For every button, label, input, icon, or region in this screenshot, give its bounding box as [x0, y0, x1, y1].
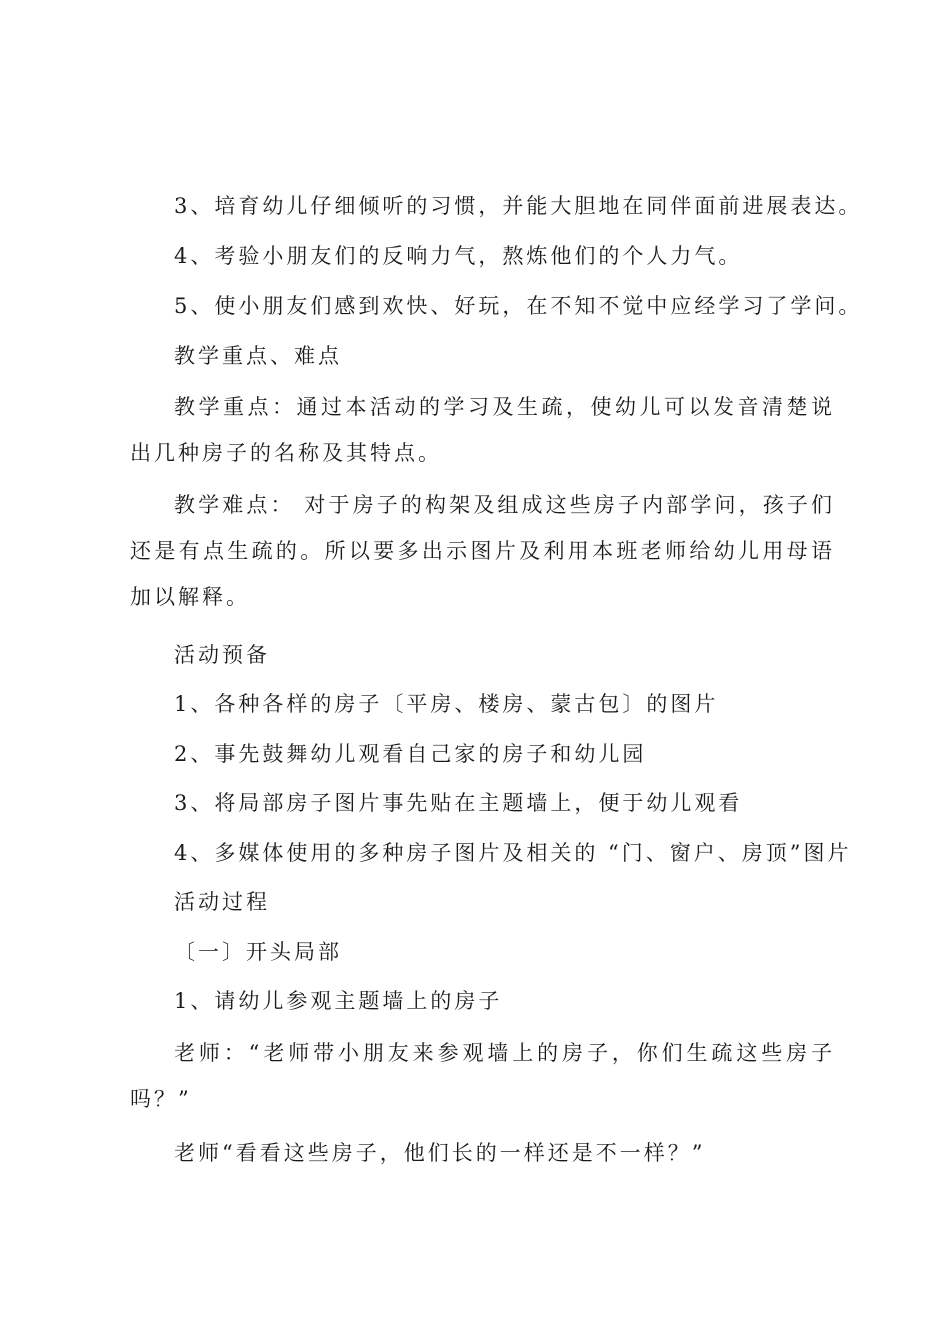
preparation-item-1: 1、各种各样的房子〔平房、楼房、蒙古包〕的图片: [174, 692, 719, 716]
process-step-1: 1、请幼儿参观主题墙上的房子: [174, 989, 503, 1013]
key-point-paragraph: 教学重点：通过本活动的学习及生疏，使幼儿可以发音清楚说出几种房子的名称及其特点。: [130, 395, 835, 465]
section-heading-preparation: 活动预备: [174, 643, 270, 667]
teacher-dialogue-2: 老师“看看这些房子，他们长的一样还是不一样？”: [174, 1141, 706, 1165]
section-heading-key-points: 教学重点、难点: [174, 344, 342, 368]
section-heading-process: 活动过程: [174, 890, 270, 914]
teacher-dialogue-1: 老师：“老师带小朋友来参观墙上的房子，你们生疏这些房子吗？”: [130, 1041, 835, 1111]
preparation-item-3: 3、将局部房子图片事先贴在主题墙上，便于幼儿观看: [174, 791, 743, 815]
process-subheading-opening: 〔一〕开头局部: [174, 940, 342, 964]
preparation-item-2: 2、事先鼓舞幼儿观看自己家的房子和幼儿园: [174, 742, 647, 766]
objective-3: 3、培育幼儿仔细倾听的习惯，并能大胆地在同伴面前进展表达。: [174, 194, 863, 218]
objective-5: 5、使小朋友们感到欢快、好玩，在不知不觉中应经学习了学问。: [174, 294, 863, 318]
preparation-item-4: 4、多媒体使用的多种房子图片及相关的 “门、窗户、房顶”图片: [174, 841, 852, 865]
difficulty-paragraph: 教学难点： 对于房子的构架及组成这些房子内部学问，孩子们还是有点生疏的。所以要多出示图片及利用本班老师给幼儿用母语加以解释。: [130, 493, 835, 609]
objective-4: 4、考验小朋友们的反响力气，熬炼他们的个人力气。: [174, 244, 743, 268]
